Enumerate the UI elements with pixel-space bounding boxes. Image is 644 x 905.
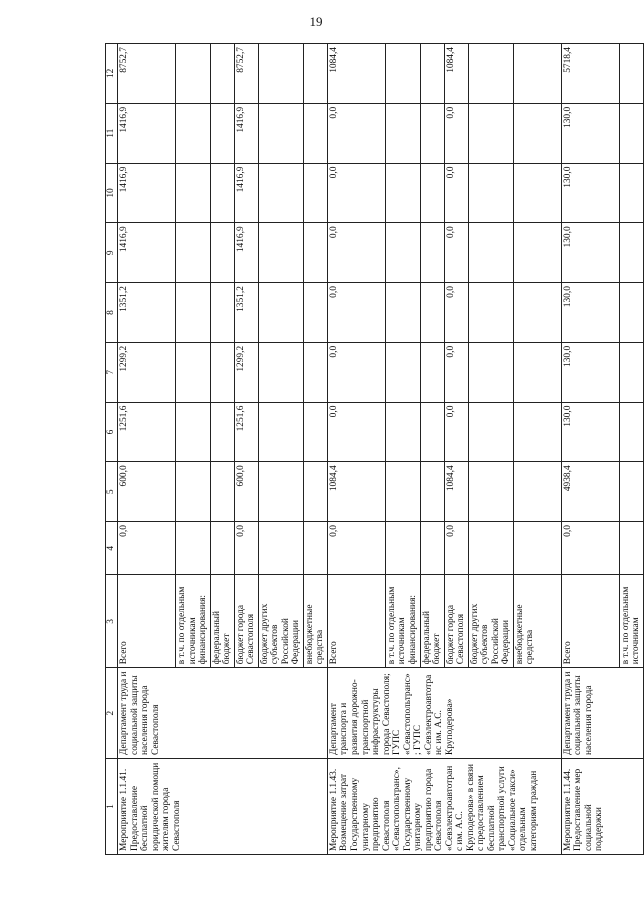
value-cell — [619, 283, 643, 343]
table-row — [327, 44, 385, 855]
funding-source-cell: бюджет других субъектов Российской Федерации — [258, 575, 303, 668]
value-cell — [385, 163, 420, 223]
value-cell — [513, 44, 561, 104]
value-cell: 0,0 — [118, 522, 176, 575]
value-cell — [420, 342, 444, 402]
value-cell: 130,0 — [561, 283, 619, 343]
value-cell: 8752,7 — [234, 44, 258, 104]
column-number: 6 — [106, 402, 118, 462]
value-cell — [619, 44, 643, 104]
value-cell — [468, 283, 513, 343]
value-cell: 0,0 — [327, 223, 385, 283]
value-cell: 600,0 — [118, 462, 176, 522]
value-cell — [258, 103, 303, 163]
value-cell — [176, 163, 211, 223]
value-cell — [385, 522, 420, 575]
value-cell: 0,0 — [234, 522, 258, 575]
event-cell: Мероприятие 1.1.44. Предоставление мер социальной поддержки — [561, 758, 643, 854]
column-number: 10 — [106, 163, 118, 223]
column-number: 8 — [106, 283, 118, 343]
value-cell: 0,0 — [327, 522, 385, 575]
value-cell: 0,0 — [444, 103, 468, 163]
value-cell — [420, 44, 444, 104]
value-cell: 1416,9 — [234, 163, 258, 223]
funding-source-cell: внебюджетные средства — [303, 575, 327, 668]
value-cell — [210, 44, 234, 104]
value-cell — [619, 342, 643, 402]
value-cell — [176, 283, 211, 343]
value-cell — [385, 44, 420, 104]
value-cell — [420, 283, 444, 343]
table-body — [118, 44, 644, 855]
value-cell — [385, 462, 420, 522]
value-cell — [385, 283, 420, 343]
value-cell — [176, 44, 211, 104]
value-cell: 1416,9 — [118, 103, 176, 163]
value-cell — [468, 163, 513, 223]
executor-cell: Департамент транспорта и развития дорожно-транспортной инфраструктуры города Севастополя; ГУПС «Севастопольтранс»; ГУПС «Севэлектроавтотранс им. А.С. Круподерова» — [327, 668, 561, 759]
value-cell — [210, 342, 234, 402]
value-cell: 1084,4 — [327, 462, 385, 522]
funding-source-cell: федеральный бюджет — [420, 575, 444, 668]
value-cell — [468, 522, 513, 575]
funding-source-cell: бюджет других субъектов Российской Федерации — [468, 575, 513, 668]
value-cell — [303, 342, 327, 402]
value-cell: 130,0 — [561, 402, 619, 462]
funding-source-cell: бюджет города Севастополя — [234, 575, 258, 668]
value-cell — [303, 402, 327, 462]
funding-source-cell: внебюджетные средства — [513, 575, 561, 668]
column-number: 7 — [106, 342, 118, 402]
value-cell — [619, 163, 643, 223]
funding-source-cell: в т.ч. по отдельным источникам финансирования: — [385, 575, 420, 668]
budget-table — [105, 43, 644, 855]
rotated-table-container — [105, 43, 642, 855]
value-cell — [420, 223, 444, 283]
value-cell — [176, 522, 211, 575]
value-cell — [303, 462, 327, 522]
value-cell: 600,0 — [234, 462, 258, 522]
value-cell — [420, 402, 444, 462]
value-cell: 0,0 — [444, 223, 468, 283]
value-cell — [258, 462, 303, 522]
value-cell — [210, 522, 234, 575]
column-number: 9 — [106, 223, 118, 283]
value-cell — [385, 342, 420, 402]
value-cell: 0,0 — [444, 283, 468, 343]
column-number: 12 — [106, 44, 118, 104]
value-cell — [420, 163, 444, 223]
value-cell: 130,0 — [561, 223, 619, 283]
value-cell — [258, 522, 303, 575]
column-number: 11 — [106, 103, 118, 163]
value-cell — [258, 44, 303, 104]
value-cell — [513, 163, 561, 223]
event-cell: Мероприятие 1.1.43. Возмещение затрат Государственному унитарному предприятию Севастополя «Севастопольтранс», Государственному унитарному предприятию города Севастополя «Севэлектроавтотранс им. А.С. Круподерова» в связи с предоставлением бесплатной транспортной услуги «Социальное такси» отдельным категориям граждан — [327, 758, 561, 854]
column-number: 4 — [106, 522, 118, 575]
table-row — [561, 44, 619, 855]
value-cell — [513, 342, 561, 402]
value-cell: 1084,4 — [327, 44, 385, 104]
executor-cell: Департамент труда и социальной защиты населения города Севастополя — [118, 668, 328, 759]
value-cell — [468, 223, 513, 283]
column-number: 1 — [106, 758, 118, 854]
value-cell: 1251,6 — [118, 402, 176, 462]
value-cell — [210, 223, 234, 283]
value-cell — [303, 522, 327, 575]
value-cell: 0,0 — [444, 402, 468, 462]
value-cell — [303, 223, 327, 283]
funding-source-cell: в т.ч. по отдельным источникам финансирования: — [176, 575, 211, 668]
value-cell: 1299,2 — [234, 342, 258, 402]
value-cell — [420, 522, 444, 575]
funding-source-cell: бюджет города Севастополя — [444, 575, 468, 668]
funding-source-cell: Всего — [561, 575, 619, 668]
value-cell: 130,0 — [561, 103, 619, 163]
value-cell — [258, 223, 303, 283]
value-cell: 1351,2 — [118, 283, 176, 343]
table-row — [118, 44, 176, 855]
value-cell — [513, 103, 561, 163]
value-cell: 130,0 — [561, 342, 619, 402]
value-cell — [385, 223, 420, 283]
column-number: 5 — [106, 462, 118, 522]
value-cell — [619, 402, 643, 462]
value-cell — [303, 163, 327, 223]
value-cell — [420, 103, 444, 163]
value-cell — [303, 283, 327, 343]
value-cell — [468, 44, 513, 104]
column-numbers-row — [106, 44, 118, 855]
value-cell — [210, 462, 234, 522]
value-cell — [385, 402, 420, 462]
value-cell: 1351,2 — [234, 283, 258, 343]
value-cell: 1084,4 — [444, 44, 468, 104]
value-cell: 0,0 — [327, 342, 385, 402]
value-cell — [619, 522, 643, 575]
value-cell — [303, 103, 327, 163]
value-cell — [258, 283, 303, 343]
value-cell — [619, 223, 643, 283]
value-cell — [210, 103, 234, 163]
value-cell: 0,0 — [444, 522, 468, 575]
value-cell — [176, 342, 211, 402]
value-cell — [303, 44, 327, 104]
funding-source-cell: федеральный бюджет — [210, 575, 234, 668]
value-cell: 1416,9 — [234, 223, 258, 283]
value-cell — [513, 462, 561, 522]
value-cell — [420, 462, 444, 522]
value-cell: 0,0 — [561, 522, 619, 575]
value-cell: 1416,9 — [234, 103, 258, 163]
value-cell — [468, 342, 513, 402]
funding-source-cell: Всего — [327, 575, 385, 668]
value-cell — [468, 462, 513, 522]
value-cell: 0,0 — [327, 163, 385, 223]
value-cell — [210, 163, 234, 223]
value-cell: 0,0 — [327, 283, 385, 343]
value-cell: 1084,4 — [444, 462, 468, 522]
value-cell: 0,0 — [444, 342, 468, 402]
value-cell: 5718,4 — [561, 44, 619, 104]
value-cell — [176, 402, 211, 462]
value-cell — [385, 103, 420, 163]
column-number: 2 — [106, 668, 118, 759]
event-cell: Мероприятие 1.1.41. Предоставление бесплатной юридической помощи жителям города Севастополя — [118, 758, 328, 854]
value-cell: 8752,7 — [118, 44, 176, 104]
value-cell — [513, 522, 561, 575]
value-cell — [513, 223, 561, 283]
value-cell — [468, 103, 513, 163]
value-cell: 1251,6 — [234, 402, 258, 462]
value-cell — [513, 402, 561, 462]
value-cell — [513, 283, 561, 343]
value-cell: 1416,9 — [118, 163, 176, 223]
value-cell — [619, 103, 643, 163]
value-cell — [176, 462, 211, 522]
page-number: 19 — [309, 14, 323, 29]
value-cell: 0,0 — [444, 163, 468, 223]
value-cell: 130,0 — [561, 163, 619, 223]
value-cell — [176, 103, 211, 163]
value-cell: 0,0 — [327, 103, 385, 163]
value-cell: 0,0 — [327, 402, 385, 462]
column-number: 3 — [106, 575, 118, 668]
value-cell: 4938,4 — [561, 462, 619, 522]
value-cell — [468, 402, 513, 462]
value-cell — [619, 462, 643, 522]
funding-source-cell: в т.ч. по отдельным источникам — [619, 575, 643, 668]
value-cell — [258, 163, 303, 223]
value-cell — [258, 342, 303, 402]
value-cell — [210, 402, 234, 462]
value-cell: 1416,9 — [118, 223, 176, 283]
value-cell — [176, 223, 211, 283]
executor-cell: Департамент труда и социальной защиты населения города — [561, 668, 643, 759]
funding-source-cell: Всего — [118, 575, 176, 668]
value-cell — [210, 283, 234, 343]
value-cell: 1299,2 — [118, 342, 176, 402]
value-cell — [258, 402, 303, 462]
